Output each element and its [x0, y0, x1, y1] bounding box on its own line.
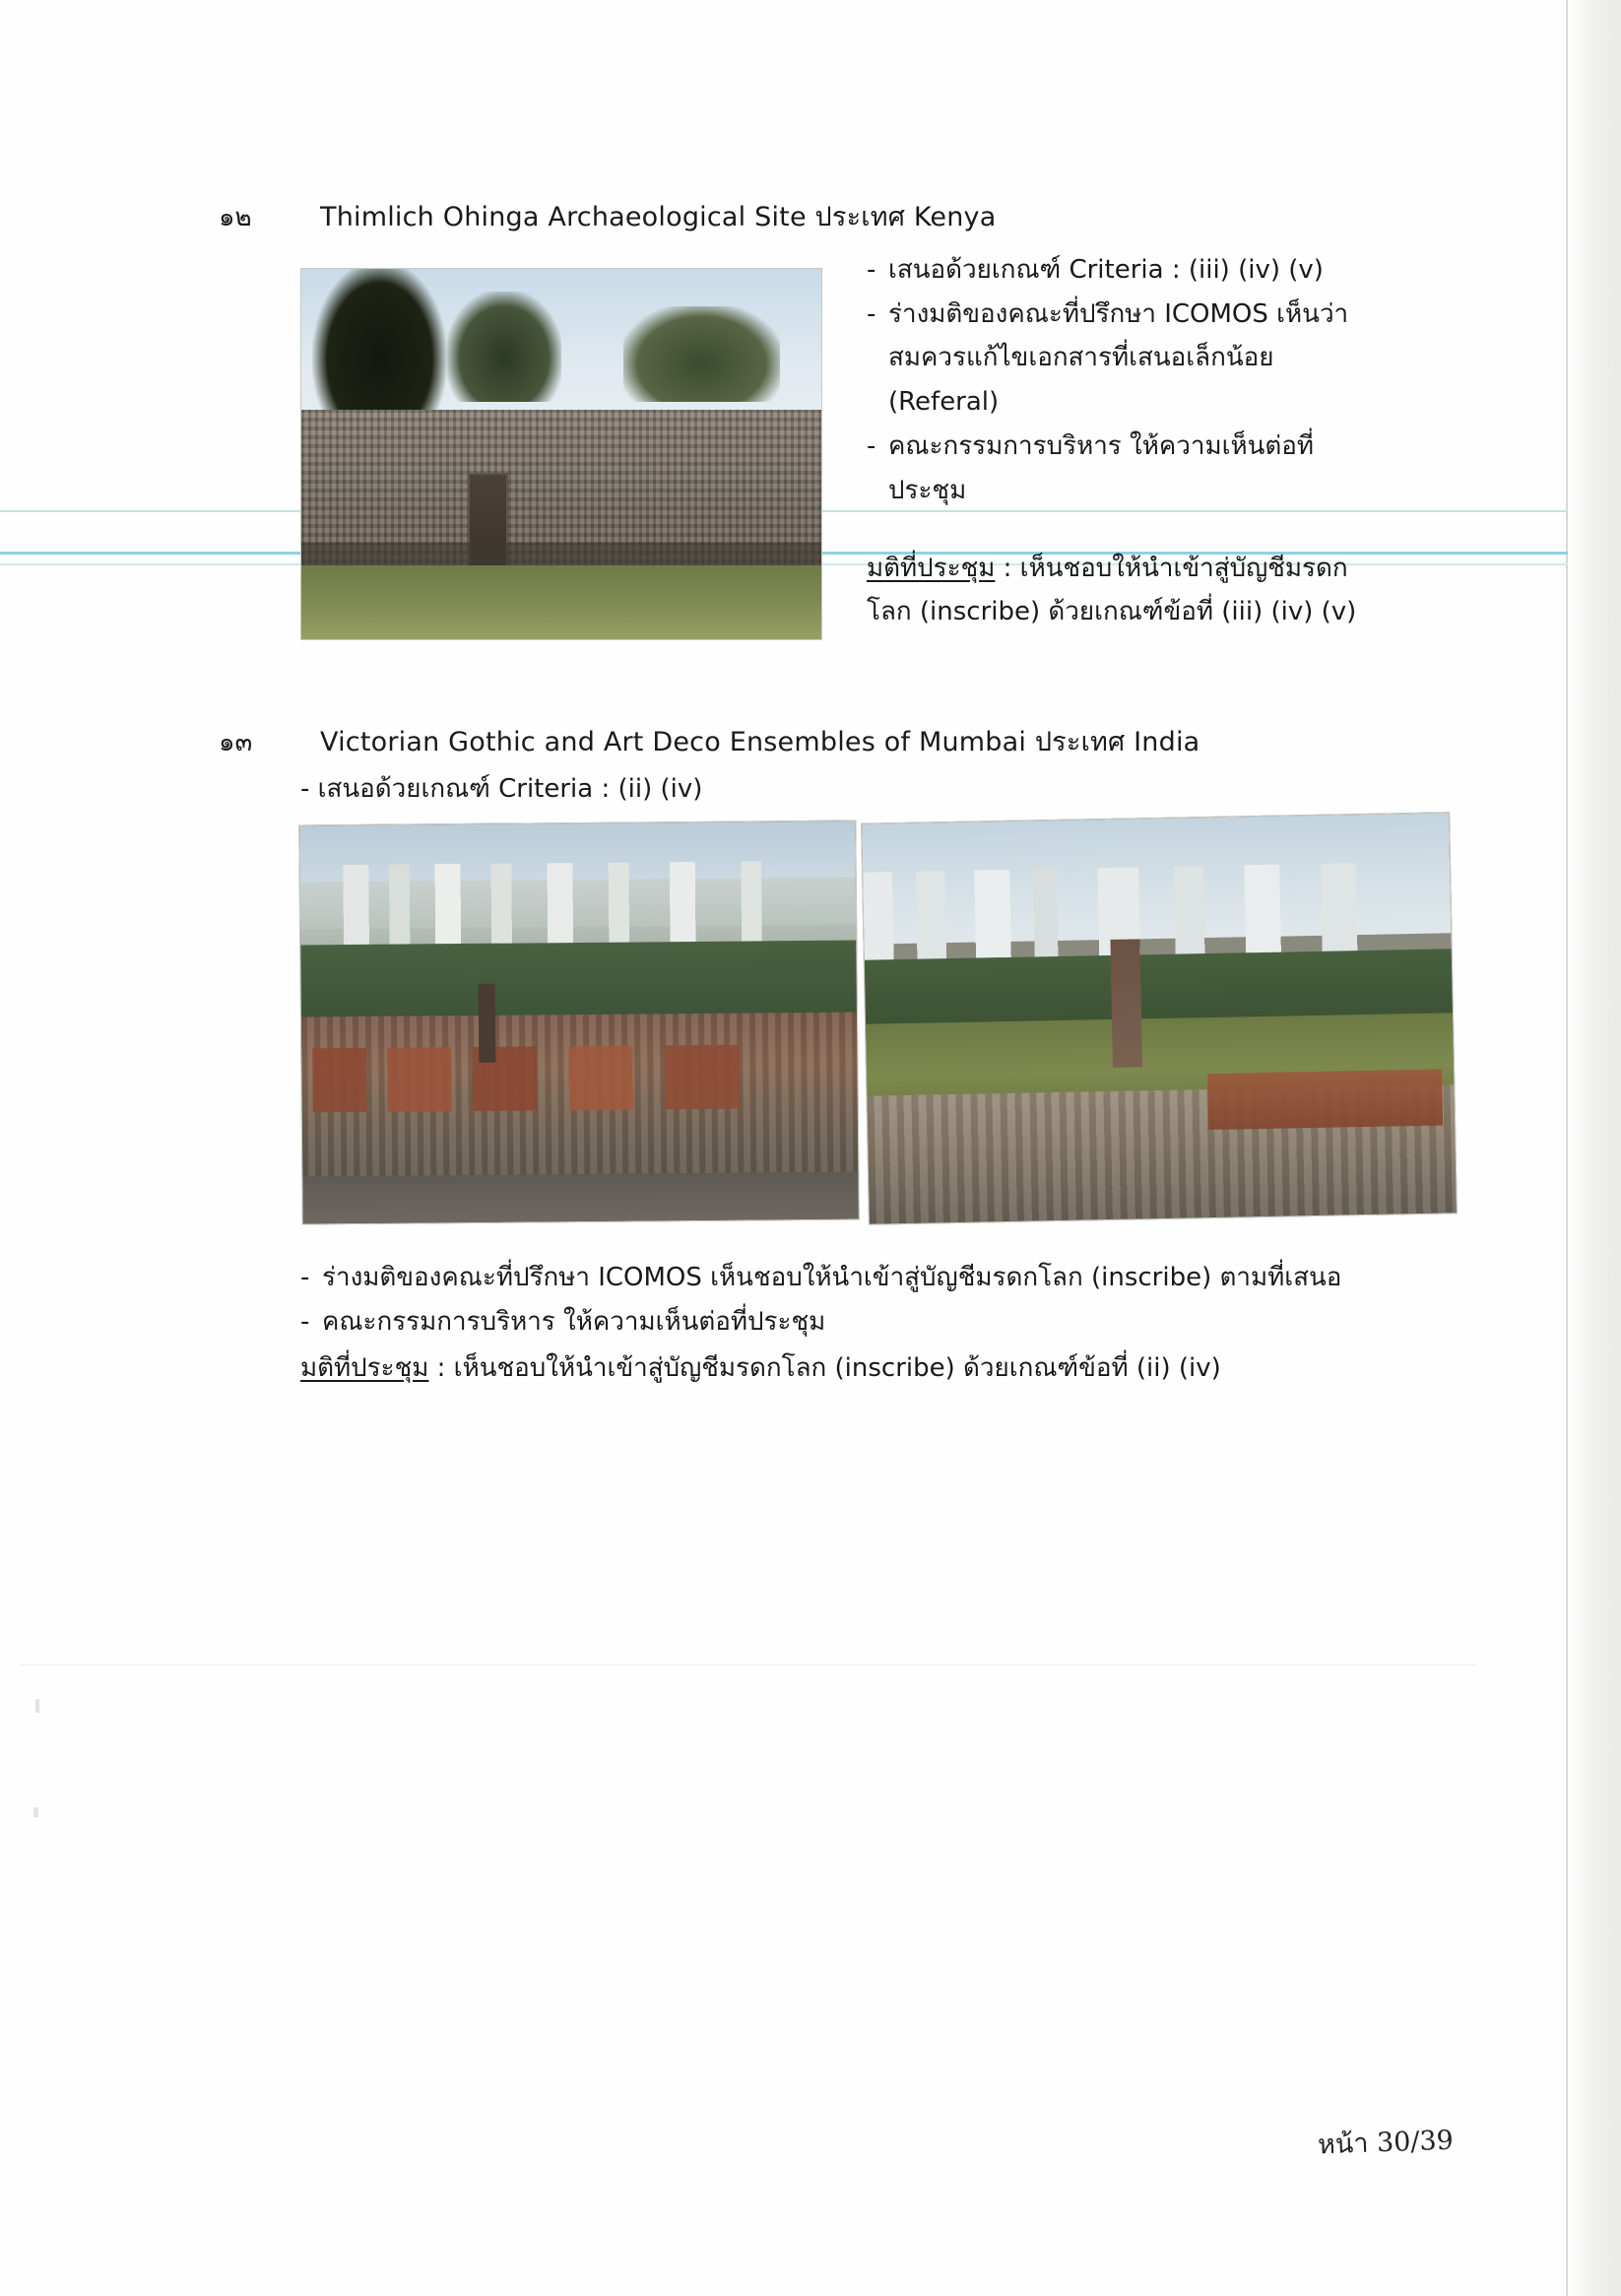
verdict-text: : เห็นชอบให้นำเข้าสู่บัญชีมรดกโลก (inscribe) ด้วยเกณฑ์ข้อที่ (ii) (iv): [428, 1353, 1221, 1383]
bullet-text: สมควรแก้ไขเอกสารที่เสนอเล็กน้อย: [888, 343, 1274, 373]
photo-gothic-spire: [479, 983, 496, 1063]
entry-number-12: ๑๒: [219, 203, 252, 232]
entry-title-12: Thimlich Ohinga Archaeological Site ประเทศ Kenya: [320, 202, 997, 232]
verdict-label: มติที่ประชุม: [300, 1353, 429, 1383]
bullet-item-continuation: [867, 380, 1348, 425]
bullet-item-continuation: [867, 336, 1348, 380]
photo-tree-right: [623, 306, 779, 403]
bullet-text: คณะกรรมการบริหาร ให้ความเห็นต่อที่: [888, 430, 1315, 461]
bullet-dash: -: [867, 298, 876, 329]
bullet-dash: -: [300, 1306, 310, 1337]
bullet-item: [867, 248, 1348, 293]
photo-red-roofs: [312, 1044, 846, 1112]
entry-13-bullet-list: [300, 1256, 1341, 1344]
photo-grass-ground: [301, 565, 821, 639]
bullet-text: ประชุม: [888, 475, 967, 505]
photo-tree-dark: [312, 268, 447, 425]
thimlich-ohinga-photo: [300, 268, 822, 640]
entry-12-verdict-line2: [867, 591, 1536, 634]
photo-red-roof: [1207, 1069, 1443, 1129]
verdict-text-2: โลก (inscribe) ด้วยเกณฑ์ข้อที่ (iii) (iv) (v): [867, 597, 1357, 626]
page-number-footer: หน้า 30/39: [1317, 2125, 1455, 2161]
entry-12-bullet-list: [867, 248, 1348, 512]
photo-tree-mid: [447, 292, 561, 403]
bullet-item-continuation: [867, 469, 1348, 513]
entry-13-criteria: - เสนอด้วยเกณฑ์ Criteria : (ii) (iv): [300, 774, 703, 804]
mumbai-art-deco-photo: [861, 812, 1458, 1224]
entry-13-verdict: [300, 1347, 1482, 1391]
photo-shadow-band: [301, 543, 821, 565]
entry-number-13: ๑๓: [219, 728, 253, 757]
bullet-item: [300, 1300, 1341, 1345]
entry-12-verdict: [867, 548, 1497, 591]
verdict-label: มติที่ประชุม: [867, 554, 996, 583]
bullet-text: ร่างมติของคณะที่ปรึกษา ICOMOS เห็นชอบให้นำเข้าสู่บัญชีมรดกโลก (inscribe) ตามที่เสนอ: [322, 1263, 1342, 1292]
bullet-text: คณะกรรมการบริหาร ให้ความเห็นต่อที่ประชุม: [322, 1306, 826, 1337]
bullet-item: [300, 1256, 1341, 1300]
photo-clock-tower: [1111, 939, 1142, 1067]
entry-title-13: Victorian Gothic and Art Deco Ensembles of Mumbai ประเทศ India: [320, 727, 1200, 757]
bullet-item: [867, 425, 1348, 469]
bullet-text: เสนอด้วยเกณฑ์ Criteria : (iii) (iv) (v): [888, 255, 1324, 285]
bullet-item: [867, 293, 1348, 337]
bullet-text: (Referal): [888, 387, 1000, 418]
mumbai-victorian-gothic-photo: [298, 820, 860, 1225]
bullet-dash: -: [867, 255, 876, 285]
photo-road: [302, 1171, 858, 1223]
verdict-text: : เห็นชอบให้นำเข้าสู่บัญชีมรดก: [995, 554, 1348, 583]
bullet-dash: -: [867, 430, 876, 461]
bullet-dash: -: [300, 1263, 310, 1292]
bullet-text: ร่างมติของคณะที่ปรึกษา ICOMOS เห็นว่า: [888, 298, 1349, 329]
